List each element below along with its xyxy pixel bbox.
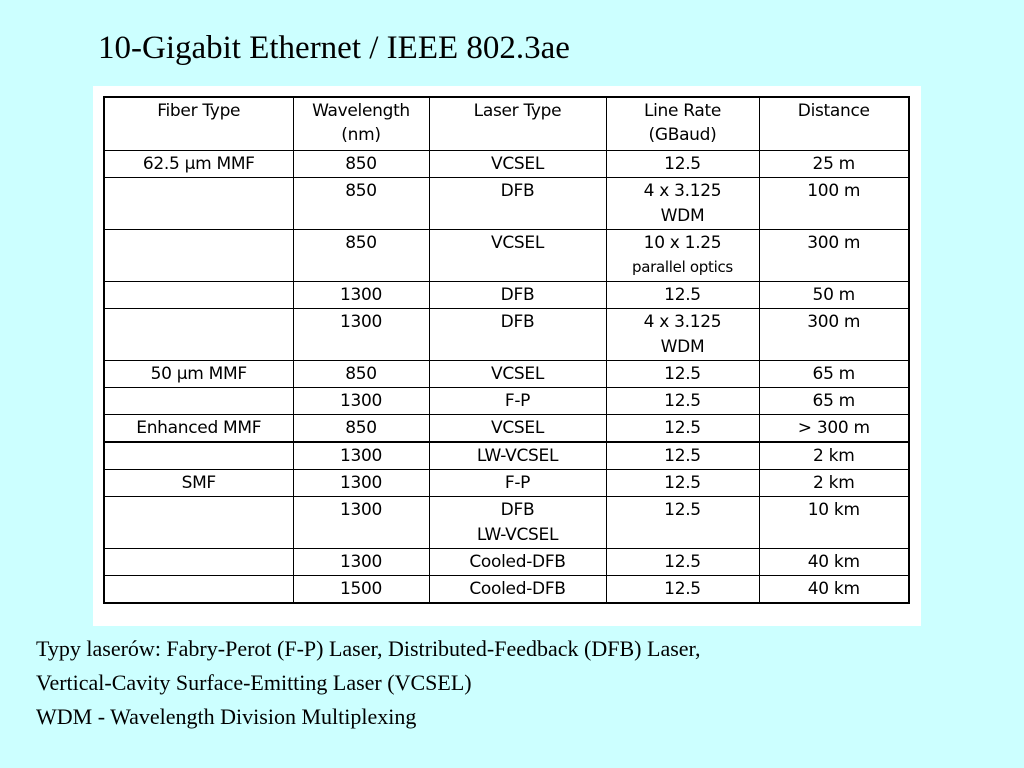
table-row	[104, 178, 909, 230]
cell-laser-type	[429, 309, 606, 361]
header-text: Line Rate	[643, 101, 722, 121]
cell-distance: 40 km	[759, 576, 909, 604]
cell-laser-type-line: DFB	[500, 181, 535, 201]
header-text: Laser Type	[473, 101, 562, 121]
cell-line-rate-line: 12.5	[664, 364, 701, 384]
cell-laser-type-line: VCSEL	[490, 233, 544, 253]
table-row	[104, 151, 909, 178]
table-row	[104, 309, 909, 361]
cell-distance: 100 m	[759, 178, 909, 230]
cell-fiber-type	[104, 388, 293, 415]
cell-line-rate	[606, 576, 759, 604]
cell-line-rate-line: 4 x 3.125	[643, 312, 722, 332]
cell-line-rate	[606, 415, 759, 443]
cell-line-rate	[606, 151, 759, 178]
header-line-rate	[606, 97, 759, 151]
cell-fiber-type: Enhanced MMF	[104, 415, 293, 443]
cell-line-rate-line: 12.5	[664, 418, 701, 438]
cell-laser-type-line: Cooled-DFB	[469, 552, 566, 572]
table-body	[104, 151, 909, 604]
cell-distance: 25 m	[759, 151, 909, 178]
cell-laser-type-line: Cooled-DFB	[469, 579, 566, 599]
cell-fiber-type: 62.5 μm MMF	[104, 151, 293, 178]
cell-wavelength: 1300	[293, 442, 429, 470]
cell-line-rate-line: 12.5	[664, 391, 701, 411]
cell-laser-type	[429, 549, 606, 576]
cell-wavelength: 1500	[293, 576, 429, 604]
cell-line-rate	[606, 497, 759, 549]
cell-fiber-type	[104, 178, 293, 230]
cell-wavelength: 850	[293, 178, 429, 230]
cell-laser-type-line: VCSEL	[490, 418, 544, 438]
table-row	[104, 442, 909, 470]
cell-fiber-type: SMF	[104, 470, 293, 497]
cell-laser-type	[429, 230, 606, 282]
header-wavelength	[293, 97, 429, 151]
cell-line-rate-line: WDM	[660, 206, 705, 226]
cell-laser-type-line: VCSEL	[490, 364, 544, 384]
cell-fiber-type	[104, 549, 293, 576]
cell-distance: 65 m	[759, 361, 909, 388]
cell-line-rate	[606, 470, 759, 497]
cell-laser-type-line: LW-VCSEL	[476, 525, 559, 545]
cell-laser-type-line: VCSEL	[490, 154, 544, 174]
cell-wavelength: 1300	[293, 497, 429, 549]
cell-line-rate	[606, 442, 759, 470]
cell-line-rate-line: 12.5	[664, 473, 701, 493]
note-laser-types: Typy laserów: Fabry-Perot (F-P) Laser, Distributed-Feedback (DFB) Laser,	[36, 636, 701, 661]
table-row	[104, 497, 909, 549]
cell-fiber-type	[104, 282, 293, 309]
cell-line-rate-line: WDM	[660, 337, 705, 357]
cell-line-rate	[606, 178, 759, 230]
cell-wavelength: 850	[293, 361, 429, 388]
cell-distance: 65 m	[759, 388, 909, 415]
table-row	[104, 470, 909, 497]
table-row	[104, 388, 909, 415]
cell-laser-type	[429, 388, 606, 415]
cell-line-rate	[606, 282, 759, 309]
cell-laser-type	[429, 361, 606, 388]
cell-line-rate-line: 12.5	[664, 579, 701, 599]
cell-wavelength: 850	[293, 230, 429, 282]
cell-laser-type	[429, 415, 606, 443]
cell-laser-type	[429, 470, 606, 497]
cell-laser-type-line: F-P	[504, 473, 531, 493]
cell-wavelength: 850	[293, 151, 429, 178]
cell-line-rate-line: 4 x 3.125	[643, 181, 722, 201]
cell-line-rate	[606, 549, 759, 576]
cell-line-rate-line: parallel optics	[632, 258, 733, 276]
cell-fiber-type	[104, 309, 293, 361]
cell-line-rate	[606, 309, 759, 361]
cell-laser-type-line: DFB	[500, 312, 535, 332]
cell-laser-type	[429, 576, 606, 604]
cell-laser-type-line: DFB	[500, 285, 535, 305]
cell-laser-type-line: F-P	[504, 391, 531, 411]
note-vcsel: Vertical-Cavity Surface-Emitting Laser (VCSEL)	[36, 670, 472, 695]
cell-line-rate-line: 10 x 1.25	[643, 233, 722, 253]
cell-wavelength: 1300	[293, 309, 429, 361]
table-row	[104, 415, 909, 443]
cell-distance: 50 m	[759, 282, 909, 309]
cell-fiber-type	[104, 497, 293, 549]
cell-line-rate-line: 12.5	[664, 446, 701, 466]
cell-wavelength: 1300	[293, 282, 429, 309]
cell-line-rate-line: 12.5	[664, 285, 701, 305]
cell-distance: 2 km	[759, 442, 909, 470]
cell-distance: > 300 m	[759, 415, 909, 443]
cell-distance: 300 m	[759, 230, 909, 282]
cell-distance: 2 km	[759, 470, 909, 497]
cell-distance: 300 m	[759, 309, 909, 361]
header-text: (nm)	[341, 125, 381, 145]
cell-fiber-type	[104, 442, 293, 470]
table-header-row	[104, 97, 909, 151]
notes	[36, 632, 700, 734]
table-row	[104, 282, 909, 309]
cell-line-rate-line: 12.5	[664, 552, 701, 572]
cell-line-rate	[606, 230, 759, 282]
cell-line-rate-line: 12.5	[664, 500, 701, 520]
cell-laser-type	[429, 178, 606, 230]
cell-line-rate	[606, 361, 759, 388]
cell-fiber-type	[104, 230, 293, 282]
header-distance	[759, 97, 909, 151]
cell-laser-type-line: LW-VCSEL	[476, 446, 559, 466]
header-text: (GBaud)	[648, 125, 717, 145]
header-fiber-type	[104, 97, 293, 151]
table-panel	[93, 86, 921, 626]
slide-title: 10-Gigabit Ethernet / IEEE 802.3ae	[98, 30, 570, 66]
cell-fiber-type	[104, 576, 293, 604]
table-row	[104, 576, 909, 604]
cell-laser-type-line: DFB	[500, 500, 535, 520]
cell-fiber-type: 50 μm MMF	[104, 361, 293, 388]
table-row	[104, 549, 909, 576]
cell-wavelength: 850	[293, 415, 429, 443]
cell-laser-type	[429, 151, 606, 178]
header-laser-type	[429, 97, 606, 151]
cell-wavelength: 1300	[293, 549, 429, 576]
header-text: Wavelength	[312, 101, 410, 121]
fiber-spec-table	[103, 96, 910, 604]
cell-distance: 40 km	[759, 549, 909, 576]
header-text: Distance	[797, 101, 870, 121]
note-wdm: WDM - Wavelength Division Multiplexing	[36, 704, 417, 729]
cell-line-rate	[606, 388, 759, 415]
cell-laser-type	[429, 497, 606, 549]
cell-wavelength: 1300	[293, 388, 429, 415]
table-row	[104, 230, 909, 282]
cell-wavelength: 1300	[293, 470, 429, 497]
cell-laser-type	[429, 442, 606, 470]
table-row	[104, 361, 909, 388]
header-text: Fiber Type	[157, 101, 241, 121]
cell-line-rate-line: 12.5	[664, 154, 701, 174]
cell-laser-type	[429, 282, 606, 309]
cell-distance: 10 km	[759, 497, 909, 549]
